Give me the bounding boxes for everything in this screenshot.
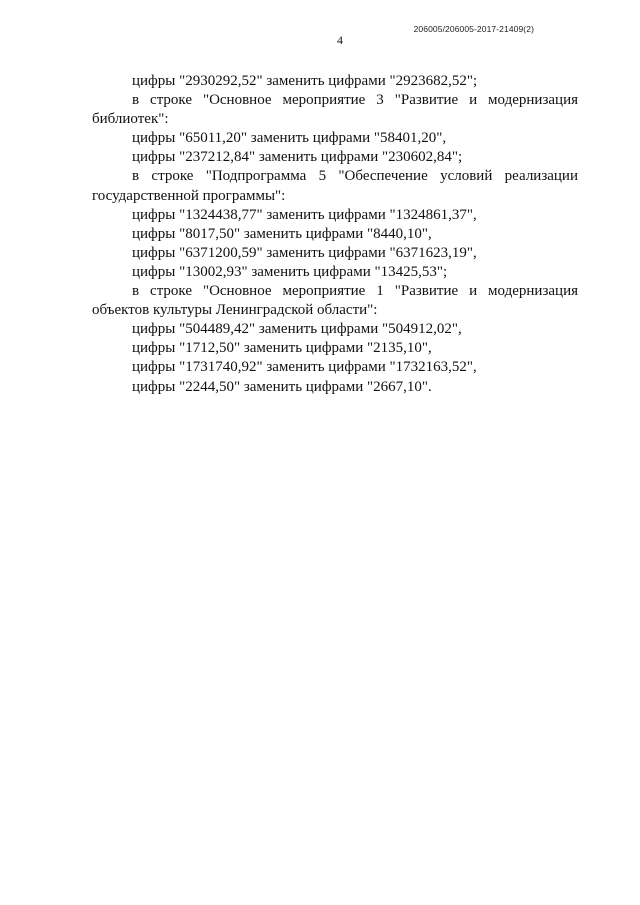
text-line: цифры "1324438,77" заменить цифрами "1324861,37",	[132, 206, 477, 223]
text-line: цифры "504489,42" заменить цифрами "504912,02",	[132, 321, 462, 338]
text-line: цифры "6371200,59" заменить цифрами "6371623,19",	[132, 244, 477, 261]
text-line: в строке "Основное мероприятие 1 "Развитие и модернизация	[132, 283, 578, 300]
text-line: цифры "1731740,92" заменить цифрами "1732163,52",	[132, 359, 477, 376]
text-line: цифры "237212,84" заменить цифрами "230602,84";	[132, 149, 463, 166]
document-id: 206005/206005-2017-21409(2)	[413, 24, 534, 34]
document-body	[92, 72, 578, 397]
text-line: цифры "13002,93" заменить цифрами "13425,53";	[132, 263, 448, 280]
text-line: в строке "Подпрограмма 5 "Обеспечение условий реализации	[132, 168, 578, 185]
text-line: библиотек":	[92, 111, 169, 128]
text-line: в строке "Основное мероприятие 3 "Развитие и модернизация	[132, 92, 578, 109]
page-number: 4	[337, 33, 343, 47]
text-line: цифры "65011,20" заменить цифрами "58401,20",	[132, 130, 447, 147]
text-line: цифры "2930292,52" заменить цифрами "2923682,52";	[132, 73, 478, 89]
text-line: цифры "2244,50" заменить цифрами "2667,10".	[132, 378, 432, 395]
text-line: государственной программы":	[92, 187, 286, 204]
text-line: цифры "1712,50" заменить цифрами "2135,10",	[132, 340, 432, 357]
text-line: цифры "8017,50" заменить цифрами "8440,10",	[132, 225, 432, 242]
text-line: объектов культуры Ленинградской области":	[92, 302, 378, 319]
